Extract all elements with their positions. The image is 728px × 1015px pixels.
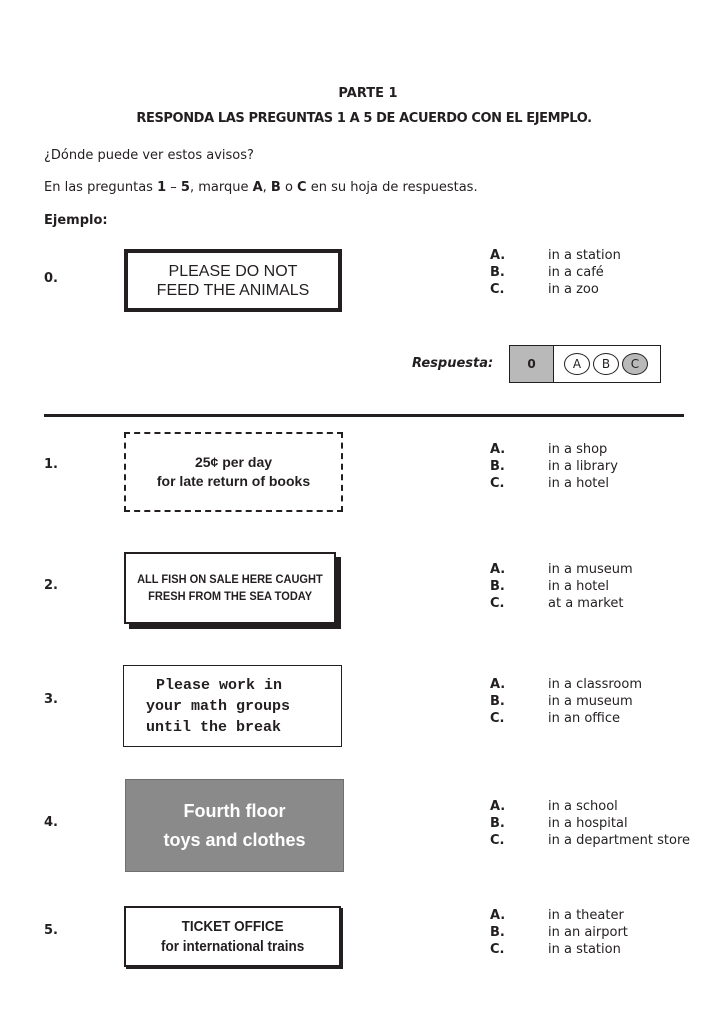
option-a[interactable]: A. in a museum	[490, 562, 633, 577]
option-a[interactable]: A. in a station	[490, 248, 621, 263]
option-a[interactable]: A. in a school	[490, 799, 618, 814]
question-number: 5.	[44, 923, 58, 938]
question-number: 1.	[44, 457, 58, 472]
option-b[interactable]: B. in a library	[490, 459, 618, 474]
bubble-c-selected[interactable]: C	[622, 353, 648, 375]
answer-box	[509, 345, 661, 383]
bubble-a[interactable]: A	[564, 353, 590, 375]
sign-question-5: TICKET OFFICE for international trains	[124, 906, 341, 967]
options-question-5	[490, 907, 628, 958]
marking-instruction: En las preguntas 1 – 5, marque A, B o C en su hoja de respuestas.	[44, 180, 478, 195]
options-question-4	[490, 798, 690, 849]
option-c[interactable]: C. in a zoo	[490, 282, 599, 297]
section-divider	[44, 414, 684, 417]
option-b[interactable]: B. in a café	[490, 265, 604, 280]
options-question-1	[490, 441, 618, 492]
question-number: 2.	[44, 578, 58, 593]
options-question-3	[490, 676, 642, 727]
option-b[interactable]: B. in a hotel	[490, 579, 609, 594]
option-b[interactable]: B. in a hospital	[490, 816, 628, 831]
question-number: 4.	[44, 815, 58, 830]
option-c[interactable]: C. in a hotel	[490, 476, 609, 491]
sign-example: PLEASE DO NOT FEED THE ANIMALS	[124, 249, 342, 312]
sign-question-1: 25¢ per day for late return of books	[124, 432, 343, 512]
option-c[interactable]: C. at a market	[490, 596, 624, 611]
sign-question-3: Please work in your math groups until the break	[123, 665, 342, 747]
question-number: 0.	[44, 271, 58, 286]
question-prompt: ¿Dónde puede ver estos avisos?	[44, 148, 254, 163]
option-a[interactable]: A. in a classroom	[490, 677, 642, 692]
instruction-heading: RESPONDA LAS PREGUNTAS 1 A 5 DE ACUERDO CON EL EJEMPLO.	[136, 111, 592, 126]
answer-number: 0	[510, 346, 554, 382]
option-a[interactable]: A. in a shop	[490, 442, 608, 457]
option-c[interactable]: C. in a department store	[490, 833, 691, 848]
sign-question-4: Fourth floor toys and clothes	[125, 779, 344, 872]
sign-question-2: ALL FISH ON SALE HERE CAUGHT FRESH FROM THE SEA TODAY	[124, 552, 336, 624]
options-example	[490, 247, 621, 298]
bubble-b[interactable]: B	[593, 353, 619, 375]
example-label: Ejemplo:	[44, 213, 108, 228]
answer-label: Respuesta:	[412, 356, 494, 371]
option-c[interactable]: C. in a station	[490, 942, 621, 957]
part-title: PARTE 1	[338, 86, 398, 101]
answer-bubbles	[564, 353, 648, 375]
options-question-2	[490, 561, 633, 612]
option-c[interactable]: C. in an office	[490, 711, 620, 726]
option-a[interactable]: A. in a theater	[490, 908, 624, 923]
option-b[interactable]: B. in an airport	[490, 925, 628, 940]
question-number: 3.	[44, 692, 58, 707]
option-b[interactable]: B. in a museum	[490, 694, 633, 709]
